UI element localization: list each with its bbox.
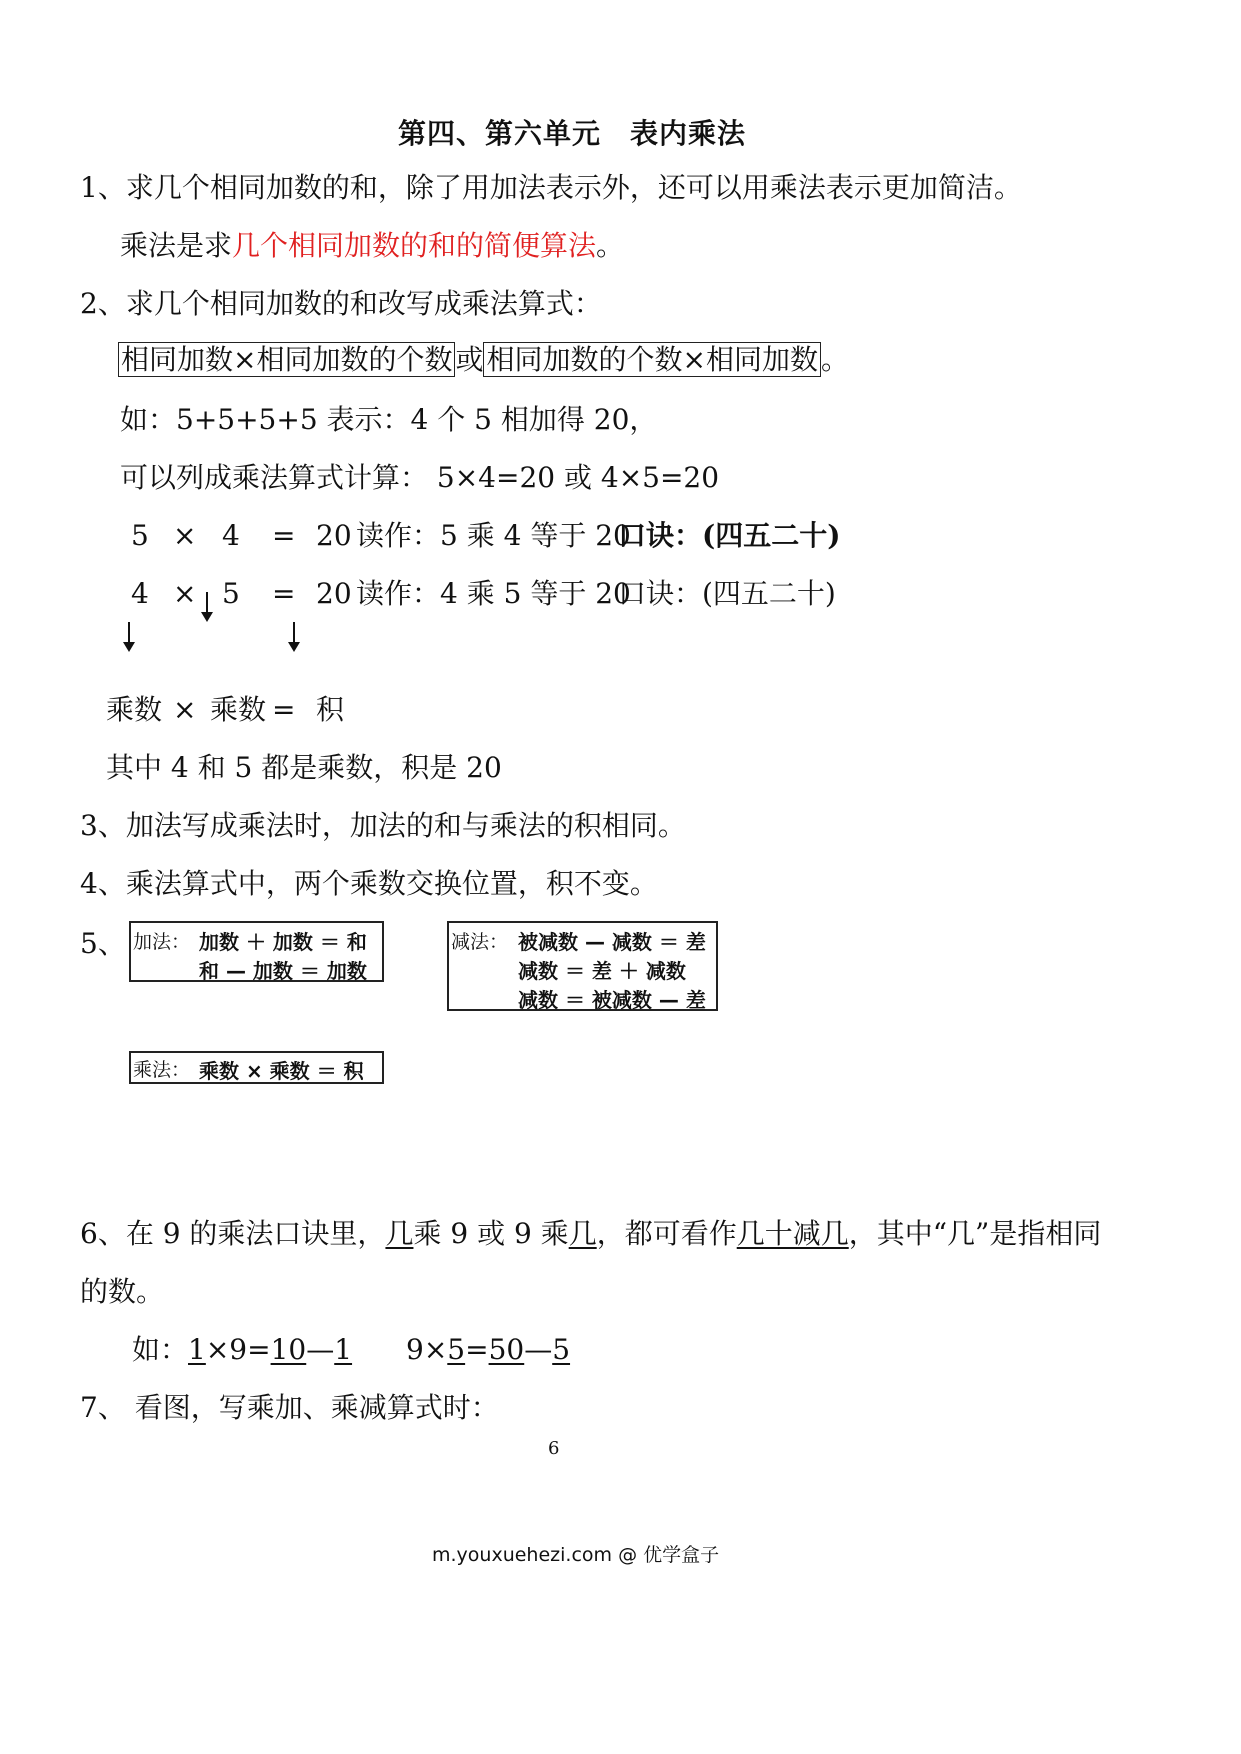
formula-line (118, 342, 849, 378)
eq1-op: × (173, 519, 197, 552)
point-6 (80, 1216, 1101, 1252)
eq1-reading: 读作：5 乘 4 等于 20 (356, 519, 631, 552)
down-arrow-icon (284, 620, 304, 654)
eq2-eq: = (272, 577, 296, 610)
eq2-b: 5 (222, 577, 240, 610)
multiplication-label: 乘法： (133, 1059, 191, 1081)
ex1-a: 1 (188, 1333, 206, 1366)
name-factor-2: 乘数 (210, 693, 267, 726)
eq2-op: × (173, 577, 197, 610)
example-line: 如：5+5+5+5 表示：4 个 5 相加得 20， (120, 403, 658, 436)
eq1-mnemonic: 口诀：(四五二十) (618, 519, 841, 552)
eq2-result: 20 (316, 577, 352, 610)
point-7: 7、 看图，写乘加、乘减算式时： (80, 1391, 499, 1424)
eq1-b: 4 (222, 519, 240, 552)
definition-highlight: 几个相同加数的和的简便算法 (232, 229, 597, 262)
subtraction-row-3: 减数 ＝ 被减数 — 差 (518, 988, 706, 1012)
ex1-d: — (306, 1333, 335, 1366)
addition-row-1: 加数 ＋ 加数 ＝ 和 (199, 930, 367, 954)
subtraction-box (447, 921, 718, 1011)
point-5-number: 5、 (80, 927, 126, 960)
p6-example-1 (132, 1332, 352, 1368)
p6-underline-3: 几十减几 (736, 1217, 849, 1250)
definition-prefix: 乘法是求 (120, 229, 233, 262)
note-line: 其中 4 和 5 都是乘数，积是 20 (106, 751, 502, 784)
eq1-a: 5 (131, 519, 149, 552)
eq2-a: 4 (131, 577, 149, 610)
subtraction-row-1: 被减数 — 减数 ＝ 差 (518, 930, 706, 954)
ex2-a: 9× (406, 1333, 448, 1366)
eq1-eq: = (272, 519, 296, 552)
name-product: 积 (316, 693, 345, 726)
ex2-b: 5 (447, 1333, 466, 1366)
p6-segment-1: 6、在 9 的乘法口诀里， (80, 1217, 386, 1250)
calc-line: 可以列成乘法算式计算： 5×4=20 或 4×5=20 (120, 461, 720, 494)
addition-label: 加法： (133, 931, 191, 953)
formula-or: 或 (455, 343, 484, 376)
subtraction-label: 减法： (451, 931, 509, 953)
p6-underline-1: 几 (385, 1217, 414, 1250)
ex1-c: 10 (270, 1333, 307, 1366)
multiplication-definition (120, 228, 624, 264)
footer-watermark: m.youxuehezi.com @ 优学盒子 (432, 1544, 720, 1566)
eq1-result: 20 (316, 519, 352, 552)
down-arrow-icon (119, 620, 139, 654)
definition-suffix: 。 (596, 229, 625, 262)
p6-segment-3: ，都可看作 (596, 1217, 737, 1250)
multiplication-box (129, 1051, 384, 1084)
ex2-c: = (465, 1333, 489, 1366)
point-6-line-2: 的数。 (80, 1275, 165, 1308)
p6-underline-2: 几 (568, 1217, 597, 1250)
point-1: 1、求几个相同加数的和，除了用加法表示外，还可以用乘法表示更加简洁。 (80, 171, 1022, 204)
addition-row-2: 和 — 加数 ＝ 加数 (199, 959, 367, 983)
name-op: × (173, 693, 197, 726)
ex1-b: ×9= (205, 1333, 271, 1366)
multiplication-row: 乘数 × 乘数 ＝ 积 (199, 1059, 364, 1083)
name-eq: = (272, 693, 296, 726)
point-2: 2、求几个相同加数的和改写成乘法算式： (80, 287, 602, 320)
eq2-mnemonic: 口诀：(四五二十) (618, 577, 836, 610)
subtraction-row-2: 减数 ＝ 差 ＋ 减数 (518, 959, 686, 983)
page-number: 6 (548, 1438, 560, 1459)
name-factor-1: 乘数 (106, 693, 163, 726)
point-3: 3、加法写成乘法时，加法的和与乘法的积相同。 (80, 809, 686, 842)
formula-box-1: 相同加数×相同加数的个数 (118, 342, 455, 377)
point-4: 4、乘法算式中，两个乘数交换位置，积不变。 (80, 867, 658, 900)
ex1-e: 1 (334, 1333, 353, 1366)
p6-example-prefix: 如： (132, 1333, 189, 1366)
formula-end: 。 (820, 343, 849, 376)
ex2-f: 5 (552, 1333, 571, 1366)
formula-box-2: 相同加数的个数×相同加数 (483, 342, 820, 377)
ex2-e: — (524, 1333, 553, 1366)
p6-segment-4: ，其中“几”是指相同 (848, 1217, 1102, 1250)
ex2-d: 50 (488, 1333, 525, 1366)
page-title: 第四、第六单元 表内乘法 (398, 117, 747, 150)
p6-example-2 (406, 1332, 570, 1368)
eq2-reading: 读作：4 乘 5 等于 20 (356, 577, 631, 610)
addition-box (129, 921, 384, 982)
p6-segment-2: 乘 9 或 9 乘 (413, 1217, 569, 1250)
down-arrow-icon (197, 590, 217, 624)
